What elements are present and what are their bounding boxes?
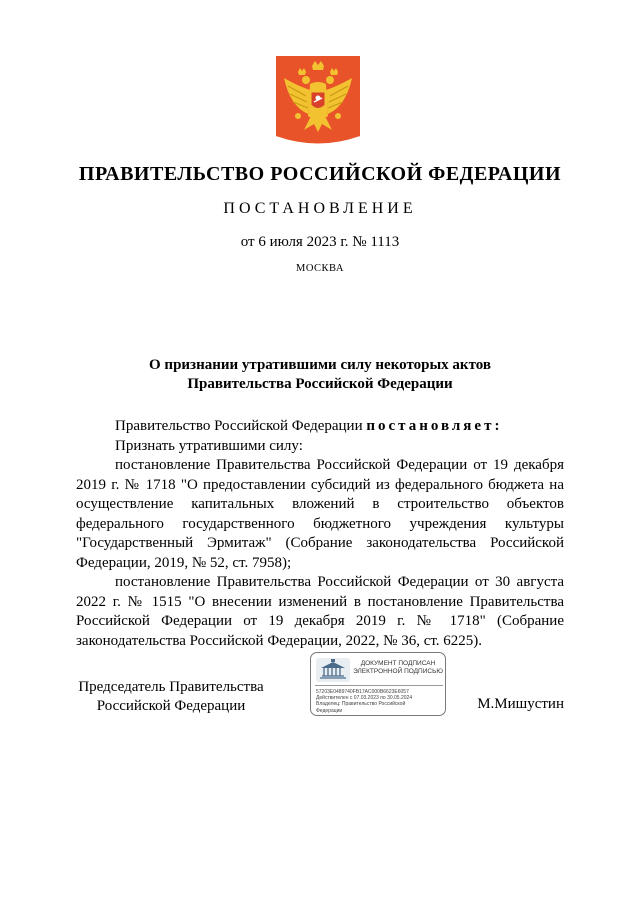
signer-name: М.Мишустин [477,696,564,712]
body-paragraph-intro: Признать утратившими силу: [115,437,303,454]
signer-position-line-2: Российской Федерации [96,698,246,714]
stamp-owner-line-2: Федерации [316,707,343,714]
document-subject [120,356,520,394]
stamp-heading [353,660,443,676]
body-paragraph-act-2: постановление Правительства Российской Федерации от 30 августа 2022 г. № 1515 "О внесении изменений в постановление Правительства Российской Федерации от 19 декабря 2019 г. № 1718" (Собрание законодательства Российской Федерации, 2022, № 36, ст. 6225). [76,574,564,649]
signer-position-line-1: Председатель Правительства [78,679,264,695]
government-title: ПРАВИТЕЛЬСТВО РОССИЙСКОЙ ФЕДЕРАЦИИ [78,163,562,185]
document-city: МОСКВА [296,263,344,274]
stamp-heading-line-1: ДОКУМЕНТ ПОДПИСАН [360,660,436,667]
body-paragraph-act-1: постановление Правительства Российской Федерации от 19 декабря 2019 г. № 1718 "О предоставлении субсидий из федерального бюджета на осуществление капитальных вложений в строительство объектов федерального государственного бюджетного учреждения культуры "Государственный Эрмитаж" (Собрание законодательства Российской Федерации, 2019, № 52, ст. 7958); [76,457,564,571]
stamp-validity: Действителен с 07.03.2023 по 30.05.2024 [316,695,413,702]
document-body [76,417,564,651]
stamp-divider [315,685,443,686]
electronic-signature-stamp [310,652,446,716]
signer-position [76,678,266,716]
subject-line-2: Правительства Российской Федерации [187,376,453,392]
body-paragraph-preamble [76,417,564,437]
stamp-details [316,689,444,714]
stamp-owner-line-1: Владелец: Правительство Российской [316,701,406,708]
document-type: ПОСТАНОВЛЕНИЕ [223,200,417,217]
government-building-icon [316,658,350,682]
preamble-text: Правительство Российской Федерации [115,418,367,434]
stamp-heading-line-2: ЭЛЕКТРОННОЙ ПОДПИСЬЮ [353,668,443,675]
document-date-number: от 6 июля 2023 г. № 1113 [240,234,400,250]
stamp-certificate: 57203E0489740FB17AC000B6623E6057 [316,689,409,695]
russian-coat-of-arms-emblem [276,56,360,144]
subject-line-1: О признании утратившими силу некоторых актов [149,357,491,373]
resolution-keyword: постановляет: [366,418,503,434]
